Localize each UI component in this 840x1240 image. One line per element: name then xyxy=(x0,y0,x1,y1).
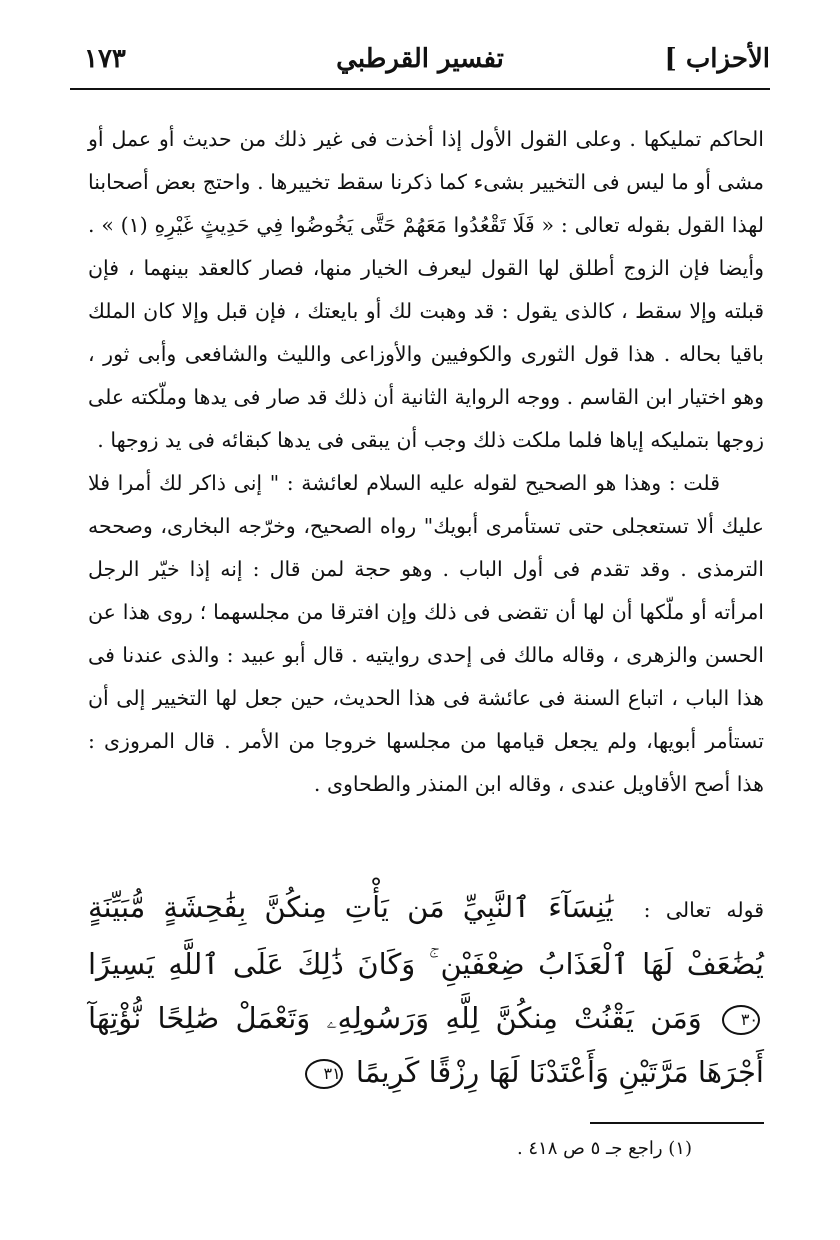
paragraph-1: الحاكم تمليكها . وعلى القول الأول إذا أخذت فى غير ذلك من حديث أو عمل أو مشى أو ما ليس فى التخيير بشىء كما ذكرنا سقط تخييرها . واحتج بعض أصحابنا لهذا القول بقوله تعالى : « فَلَا تَقْعُدُوا مَعَهُمْ حَتَّى يَخُوضُوا فِي حَدِيثٍ غَيْرِهِ (١) » . وأيضا فإن الزوج أطلق لها القول ليعرف الخيار منها، فصار كالعقد بينهما ، فإن قبلته وإلا سقط ، كالذى يقول : قد وهبت لك أو بايعتك ، فإن قبل وإلا كان الملك باقيا بحاله . هذا قول الثورى والكوفيين والأوزاعى والليث والشافعى وأبى ثور ، وهو اختيار ابن القاسم . ووجه الرواية الثانية أن ذلك قد صار فى يدها وملّكته على زوجها بتمليكه إياها فلما ملكت ذلك وجب أن يبقى فى يدها كبقائه فى يد زوجها . xyxy=(88,127,765,452)
running-header xyxy=(70,38,770,84)
footnote: (١) راجع جـ ٥ ص ٤١٨ . xyxy=(516,1138,692,1159)
commentary-text xyxy=(88,118,764,806)
footnote-rule xyxy=(590,1122,764,1124)
quran-verses xyxy=(88,880,764,1099)
verse-30-number: ٣٠ xyxy=(722,1005,760,1035)
quran-intro: قوله تعالى : xyxy=(643,898,765,922)
paragraph-2: قلت : وهذا هو الصحيح لقوله عليه السلام لعائشة : " إنى ذاكر لك أمرا فلا عليك ألا تستعجلى حتى تستأمرى أبويك" رواه الصحيح، وخرّجه البخارى، وصححه الترمذى . وقد تقدم فى أول الباب . وهو حجة لمن قال : إنه إذا خيّر الرجل امرأته أو ملّكها أن لها أن تقضى فى ذلك وإن افترقا من مجلسهما ؛ روى هذا عن الحسن والزهرى ، وقاله مالك فى إحدى روايتيه . قال أبو عبيد : والذى عندنا فى هذا الباب ، اتباع السنة فى عائشة فى هذا الحديث، حين جعل لها التخيير إلى أن تستأمر أبويها، ولم يجعل قيامها من مجلسها خروجا من الأمر . قال المروزى : هذا أصح الأقاويل عندى ، وقاله ابن المنذر والطحاوى . xyxy=(88,471,764,796)
page-number: ١٧٣ xyxy=(84,44,126,74)
surah-name: الأحزاب ] xyxy=(664,44,770,74)
verse-31-text: وَمَن يَقْنُتْ مِنكُنَّ لِلَّهِ وَرَسُولِهِۦ وَتَعْمَلْ صَٰلِحًا نُّؤْتِهَآ أَجْرَهَا مَرَّتَيْنِ وَأَعْتَدْنَا لَهَا رِزْقًا كَرِيمًا xyxy=(88,1001,764,1089)
verse-31-number: ٣١ xyxy=(305,1059,343,1089)
book-title: تفسير القرطبي xyxy=(336,44,504,74)
header-rule xyxy=(70,88,770,90)
verse-30-text: يَٰنِسَآءَ ٱلنَّبِيِّ مَن يَأْتِ مِنكُنَّ بِفَٰحِشَةٍ مُّبَيِّنَةٍ يُضَٰعَفْ لَهَا ٱلْعَذَابُ ضِعْفَيْنِ ۚ وَكَانَ ذَٰلِكَ عَلَى ٱللَّهِ يَسِيرًا xyxy=(88,890,764,981)
